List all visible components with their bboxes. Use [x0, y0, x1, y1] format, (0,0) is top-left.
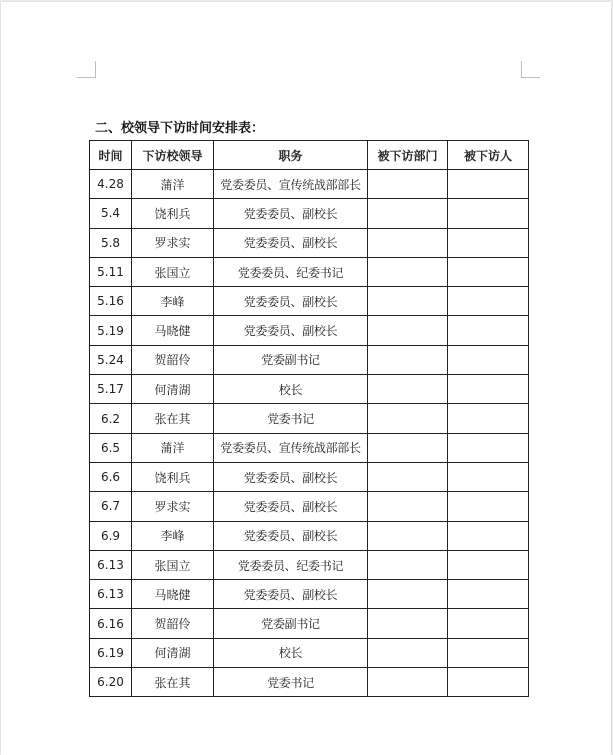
cell-leader: 何清湖	[132, 638, 214, 667]
cell-position: 校长	[214, 638, 368, 667]
table-row	[90, 668, 529, 697]
cell-department	[368, 521, 448, 550]
cell-person	[448, 375, 529, 404]
cell-department	[368, 638, 448, 667]
cell-department	[368, 345, 448, 374]
header-time: 时间	[90, 141, 132, 170]
cell-person	[448, 492, 529, 521]
visit-schedule-table	[89, 140, 529, 697]
table-row	[90, 521, 529, 550]
cell-position: 校长	[214, 375, 368, 404]
cell-department	[368, 580, 448, 609]
cell-department	[368, 492, 448, 521]
table-row	[90, 375, 529, 404]
cell-time: 5.16	[90, 287, 132, 316]
cell-leader: 张在其	[132, 668, 214, 697]
table-body	[90, 170, 529, 697]
cell-person	[448, 668, 529, 697]
table-row	[90, 345, 529, 374]
cell-person	[448, 199, 529, 228]
cell-department	[368, 550, 448, 579]
cell-time: 6.6	[90, 462, 132, 491]
cell-department	[368, 316, 448, 345]
cell-department	[368, 228, 448, 257]
cell-person	[448, 404, 529, 433]
cell-leader: 蒲洋	[132, 433, 214, 462]
cell-person	[448, 287, 529, 316]
section-title: 二、校领导下访时间安排表：	[95, 121, 265, 136]
table-row	[90, 462, 529, 491]
cell-leader: 饶利兵	[132, 199, 214, 228]
cell-position: 党委委员、纪委书记	[214, 550, 368, 579]
cell-department	[368, 199, 448, 228]
cell-time: 5.19	[90, 316, 132, 345]
cell-position: 党委委员、宣传统战部部长	[214, 170, 368, 199]
cell-time: 4.28	[90, 170, 132, 199]
cell-time: 6.7	[90, 492, 132, 521]
cell-person	[448, 170, 529, 199]
cell-department	[368, 287, 448, 316]
cell-department	[368, 433, 448, 462]
document-page	[1, 2, 611, 755]
header-leader: 下访校领导	[132, 141, 214, 170]
cell-time: 5.17	[90, 375, 132, 404]
cell-leader: 罗求实	[132, 228, 214, 257]
table-row	[90, 580, 529, 609]
cell-leader: 张国立	[132, 550, 214, 579]
cell-department	[368, 668, 448, 697]
cell-leader: 张国立	[132, 257, 214, 286]
cell-leader: 李峰	[132, 287, 214, 316]
table-row	[90, 492, 529, 521]
cell-leader: 张在其	[132, 404, 214, 433]
cell-leader: 罗求实	[132, 492, 214, 521]
table-row	[90, 404, 529, 433]
header-person: 被下访人	[448, 141, 529, 170]
header-position: 职务	[214, 141, 368, 170]
cell-person	[448, 609, 529, 638]
cell-position: 党委委员、副校长	[214, 492, 368, 521]
cell-leader: 李峰	[132, 521, 214, 550]
cell-person	[448, 228, 529, 257]
cell-department	[368, 170, 448, 199]
table-row	[90, 257, 529, 286]
cell-department	[368, 257, 448, 286]
cell-time: 6.19	[90, 638, 132, 667]
cell-leader: 马晓健	[132, 580, 214, 609]
cell-person	[448, 316, 529, 345]
cell-position: 党委委员、副校长	[214, 199, 368, 228]
cell-person	[448, 257, 529, 286]
cell-leader: 马晓健	[132, 316, 214, 345]
table-header-row	[90, 141, 529, 170]
margin-corner-top-left	[77, 61, 96, 78]
cell-position: 党委副书记	[214, 345, 368, 374]
table-row	[90, 609, 529, 638]
cell-leader: 何清湖	[132, 375, 214, 404]
margin-corner-top-right	[521, 61, 540, 78]
table-row	[90, 433, 529, 462]
cell-position: 党委副书记	[214, 609, 368, 638]
cell-department	[368, 609, 448, 638]
cell-time: 6.2	[90, 404, 132, 433]
cell-person	[448, 345, 529, 374]
cell-position: 党委书记	[214, 404, 368, 433]
cell-time: 6.13	[90, 550, 132, 579]
cell-position: 党委委员、副校长	[214, 462, 368, 491]
cell-position: 党委委员、副校长	[214, 228, 368, 257]
cell-position: 党委委员、副校长	[214, 580, 368, 609]
cell-position: 党委书记	[214, 668, 368, 697]
cell-leader: 蒲洋	[132, 170, 214, 199]
cell-person	[448, 638, 529, 667]
cell-position: 党委委员、副校长	[214, 521, 368, 550]
table-row	[90, 170, 529, 199]
cell-department	[368, 375, 448, 404]
cell-time: 5.11	[90, 257, 132, 286]
cell-time: 6.20	[90, 668, 132, 697]
header-department: 被下访部门	[368, 141, 448, 170]
cell-person	[448, 462, 529, 491]
table-row	[90, 228, 529, 257]
cell-leader: 贺韶伶	[132, 345, 214, 374]
cell-department	[368, 404, 448, 433]
table-row	[90, 316, 529, 345]
cell-time: 5.8	[90, 228, 132, 257]
cell-person	[448, 580, 529, 609]
cell-position: 党委委员、宣传统战部部长	[214, 433, 368, 462]
cell-time: 5.24	[90, 345, 132, 374]
cell-time: 5.4	[90, 199, 132, 228]
cell-time: 6.13	[90, 580, 132, 609]
table-row	[90, 550, 529, 579]
cell-time: 6.9	[90, 521, 132, 550]
cell-position: 党委委员、副校长	[214, 287, 368, 316]
cell-leader: 贺韶伶	[132, 609, 214, 638]
table-row	[90, 199, 529, 228]
cell-person	[448, 550, 529, 579]
cell-position: 党委委员、纪委书记	[214, 257, 368, 286]
table-row	[90, 638, 529, 667]
cell-person	[448, 433, 529, 462]
table-row	[90, 287, 529, 316]
cell-leader: 饶利兵	[132, 462, 214, 491]
cell-time: 6.5	[90, 433, 132, 462]
cell-position: 党委委员、副校长	[214, 316, 368, 345]
cell-department	[368, 462, 448, 491]
cell-time: 6.16	[90, 609, 132, 638]
cell-person	[448, 521, 529, 550]
